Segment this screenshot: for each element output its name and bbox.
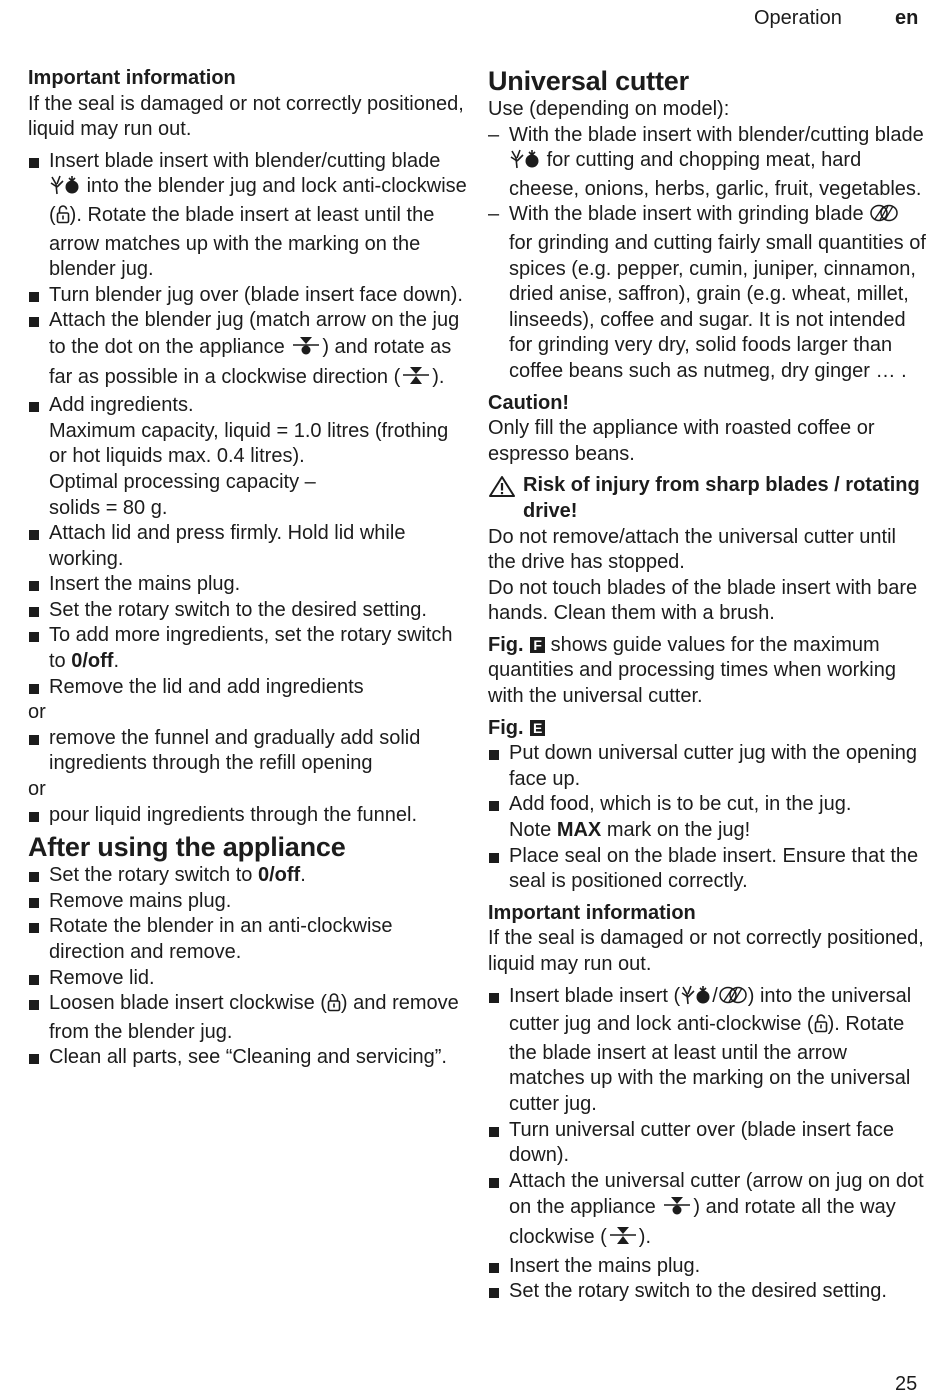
cutting-blade-icon — [680, 985, 712, 1013]
figure-e-label: E — [530, 720, 545, 736]
cutter-steps-list — [488, 741, 928, 895]
left-column — [28, 66, 468, 1071]
figure-f-label: F — [530, 637, 545, 653]
list-item: Loosen blade insert clockwise ( ) and remove from the blender jug. — [28, 991, 468, 1045]
list-item: pour liquid ingredients through the funnel. — [28, 803, 468, 829]
list-item: Set the rotary switch to the desired setting. — [28, 598, 468, 624]
use-intro: Use (depending on model): — [488, 98, 730, 120]
important-info-heading: Important information — [28, 67, 236, 89]
caution-text: Only fill the appliance with roasted coffee or espresso beans. — [488, 417, 875, 465]
list-item: Attach the blender jug (match arrow on the jug to the dot on the appliance ) and rotate as far as possible in a clockwise direction ( ). — [28, 308, 468, 393]
list-item: Add ingredients. Maximum capacity, liquid = 1.0 litres (frothing or hot liquids max. 0.4 litres). Optimal processing capacity – solids = 80 g. — [28, 393, 468, 521]
arrow-dot-icon — [661, 1194, 693, 1224]
list-item: Clean all parts, see “Cleaning and servicing”. — [28, 1045, 468, 1071]
warning-heading: Risk of injury from sharp blades / rotating drive! — [488, 473, 928, 524]
warning-text: Do not touch blades of the blade insert with bare hands. Clean them with a brush. — [488, 576, 918, 625]
after-use-list — [28, 863, 468, 1071]
list-item: Set the rotary switch to 0/off. — [28, 863, 468, 889]
important-info-heading: Important information — [488, 901, 696, 924]
unlock-icon — [56, 204, 70, 232]
arrow-triangle-icon — [607, 1224, 639, 1254]
arrow-triangle-icon — [400, 364, 432, 394]
list-item: Place seal on the blade insert. Ensure that the seal is positioned correctly. — [488, 844, 928, 895]
list-item: To add more ingredients, set the rotary switch to 0/off. — [28, 623, 468, 674]
list-item: Rotate the blender in an anti-clockwise direction and remove. — [28, 914, 468, 965]
list-item: Attach lid and press firmly. Hold lid while working. — [28, 521, 468, 572]
list-item: Remove lid. — [28, 966, 468, 992]
caution-heading: Caution! — [488, 391, 570, 414]
list-item: – With the blade insert with blender/cutting blade for cutting and chopping meat, hard cheese, onions, herbs, garlic, fruit, vegetables. — [488, 123, 924, 200]
after-use-heading: After using the appliance — [28, 832, 346, 863]
arrow-dot-icon — [290, 334, 322, 364]
unlock-icon — [814, 1013, 828, 1041]
list-item: Insert the mains plug. — [488, 1254, 928, 1280]
page-number: 25 — [895, 1373, 918, 1395]
list-item: Insert the mains plug. — [28, 572, 468, 598]
right-column — [488, 66, 928, 1305]
list-item: Remove the lid and add ingredients — [28, 675, 468, 701]
or-text: or — [28, 701, 46, 724]
list-item: Turn blender jug over (blade insert face down). — [28, 283, 468, 309]
cutting-blade-icon — [509, 149, 541, 177]
list-item: – With the blade insert with grinding blade for grinding and cutting fairly small quantities of spices (e.g. pepper, cumin, juniper, cinnamon, dried anise, saffron), grain (e.g. wheat, millet, linseeds), coffee and sugar. It is not intended for grinding very dry, solid foods larger than coffee beans such as nutmeg, dry ginger … . — [488, 203, 926, 382]
grinding-blade-icon — [869, 203, 899, 231]
list-item: remove the funnel and gradually add solid ingredients through the refill opening — [28, 726, 468, 777]
list-item: Add food, which is to be cut, in the jug. Note MAX mark on the jug! — [488, 792, 928, 843]
grinding-blade-icon — [718, 985, 748, 1013]
figure-f-note: Fig. F shows guide values for the maximum quantities and processing times when working with the universal cutter. — [488, 633, 896, 708]
figure-e-heading: Fig. E — [488, 716, 928, 742]
important-info-text: If the seal is damaged or not correctly positioned, liquid may run out. — [28, 92, 464, 141]
list-item: Attach the universal cutter (arrow on jug on dot on the appliance ) and rotate all the way clockwise ( ). — [488, 1169, 928, 1254]
list-item: Remove mains plug. — [28, 889, 468, 915]
list-item: Insert blade insert with blender/cutting blade into the blender jug and lock anti-clockwise ( ). Rotate the blade insert at least until the arrow matches up with the marking on the blender jug. — [28, 149, 468, 283]
list-item: Turn universal cutter over (blade insert face down). — [488, 1118, 928, 1169]
lock-icon — [327, 992, 341, 1020]
important-info-text: If the seal is damaged or not correctly positioned, liquid may run out. — [488, 927, 924, 975]
cutting-blade-icon — [49, 175, 81, 203]
warning-triangle-icon — [488, 475, 516, 506]
list-item: Set the rotary switch to the desired setting. — [488, 1279, 928, 1305]
warning-text: Do not remove/attach the universal cutter until the drive has stopped. — [488, 525, 896, 574]
header-section: Operation — [754, 7, 842, 29]
header-language: en — [895, 7, 919, 29]
universal-cutter-heading: Universal cutter — [488, 66, 689, 96]
cutter-assembly-list — [488, 984, 928, 1305]
list-item: Put down universal cutter jug with the opening face up. — [488, 741, 928, 792]
list-item: Insert blade insert ( / ) into the universal cutter jug and lock anti-clockwise ( ). Rotate the blade insert at least until the arrow matches up with the marking on the universal cutter jug. — [488, 984, 928, 1118]
blender-steps-list — [28, 149, 468, 700]
or-text: or — [28, 778, 46, 801]
